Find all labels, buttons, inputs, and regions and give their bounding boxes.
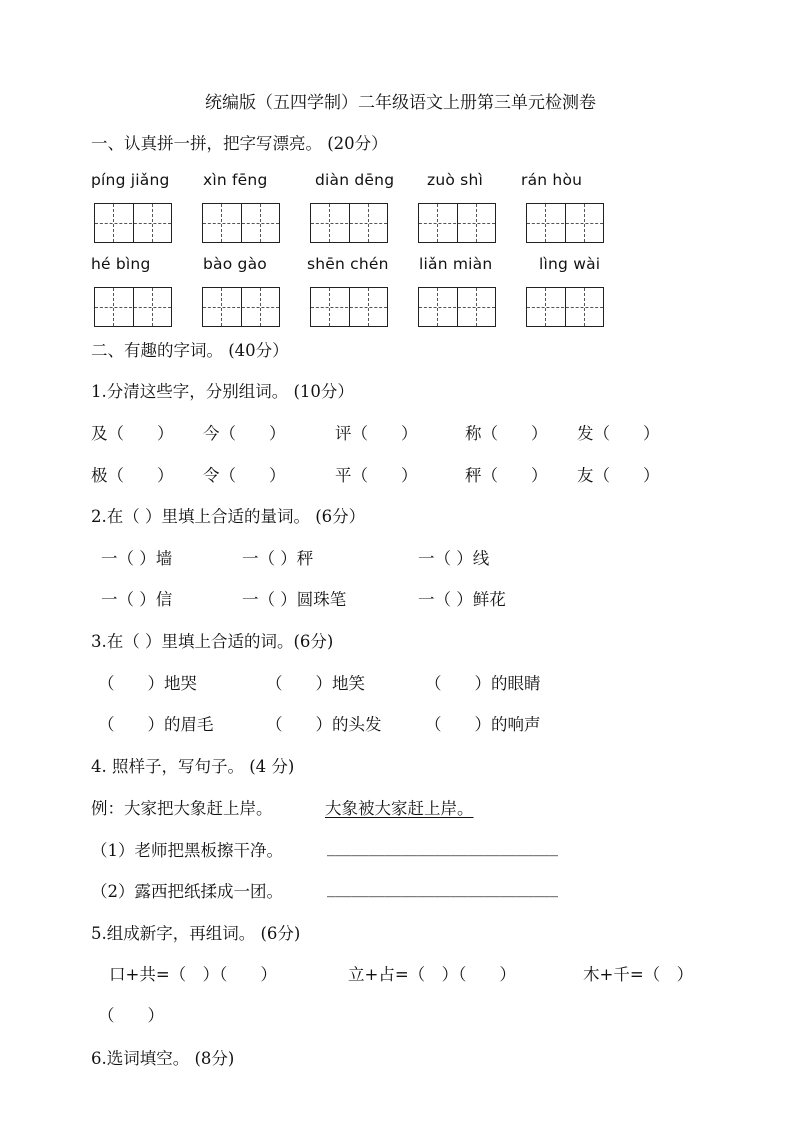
q2-title: 2.在（ ）里填上合适的量词。 (6分） bbox=[91, 507, 366, 526]
q5-item[interactable]: 口+共=（ ）（ ） bbox=[109, 965, 277, 984]
pinyin-2-5: lìng wài bbox=[539, 255, 601, 273]
q4-example-answer: 大象被大家赶上岸。 bbox=[325, 799, 474, 818]
writing-grid[interactable] bbox=[526, 203, 604, 243]
writing-grid[interactable] bbox=[202, 203, 280, 243]
q2-item[interactable]: 一（ ）鲜花 bbox=[418, 590, 506, 609]
q1-item[interactable]: 发（ ） bbox=[577, 424, 660, 443]
pinyin-1-1: píng jiǎng bbox=[91, 171, 170, 189]
q4-example-label: 例：大家把大象赶上岸。 bbox=[91, 799, 273, 818]
q3-item[interactable]: （ ）地哭 bbox=[98, 674, 197, 693]
pinyin-2-2: bào gào bbox=[203, 255, 267, 273]
writing-grid[interactable] bbox=[94, 203, 172, 243]
writing-grid[interactable] bbox=[526, 287, 604, 327]
q2-item[interactable]: 一（ ）墙 bbox=[101, 549, 173, 568]
q4-title: 4. 照样子，写句子。 (4 分) bbox=[91, 757, 295, 776]
pinyin-2-4: liǎn miàn bbox=[419, 255, 493, 273]
writing-grid[interactable] bbox=[310, 287, 388, 327]
pinyin-1-4: zuò shì bbox=[427, 171, 483, 189]
writing-grid[interactable] bbox=[310, 203, 388, 243]
q1-item[interactable]: 评（ ） bbox=[335, 424, 418, 443]
q2-item[interactable]: 一（ ）线 bbox=[418, 549, 490, 568]
q1-item[interactable]: 友（ ） bbox=[577, 466, 660, 485]
q1-item[interactable]: 极（ ） bbox=[91, 466, 174, 485]
q6-title: 6.选词填空。 (8分) bbox=[91, 1049, 235, 1068]
q1-item[interactable]: 称（ ） bbox=[465, 424, 548, 443]
q4-item1: （1）老师把黑板擦干净。 bbox=[91, 841, 283, 860]
pinyin-2-3: shēn chén bbox=[307, 255, 389, 273]
q1-item[interactable]: 令（ ） bbox=[203, 466, 286, 485]
page-title: 统编版（五四学制）二年级语文上册第三单元检测卷 bbox=[205, 93, 596, 113]
pinyin-1-3: diàn dēng bbox=[315, 171, 395, 189]
q4-item2: （2）露西把纸揉成一团。 bbox=[91, 882, 283, 901]
q1-item[interactable]: 及（ ） bbox=[91, 424, 174, 443]
q2-item[interactable]: 一（ ）信 bbox=[101, 590, 173, 609]
pinyin-1-5: rán hòu bbox=[521, 171, 583, 189]
q3-title: 3.在（ ）里填上合适的词。(6分) bbox=[91, 632, 334, 651]
q1-item[interactable]: 秤（ ） bbox=[465, 466, 548, 485]
writing-grid[interactable] bbox=[418, 203, 496, 243]
q3-item[interactable]: （ ）的头发 bbox=[266, 715, 382, 734]
q1-item[interactable]: 平（ ） bbox=[335, 466, 418, 485]
q3-item[interactable]: （ ）的眉毛 bbox=[98, 715, 214, 734]
writing-grid[interactable] bbox=[418, 287, 496, 327]
q1-item[interactable]: 今（ ） bbox=[203, 424, 286, 443]
q5-item[interactable]: 立+占=（ ）（ ） bbox=[348, 965, 516, 984]
q5-item[interactable]: （ ） bbox=[98, 1006, 164, 1025]
pinyin-2-1: hé bìng bbox=[91, 255, 151, 273]
q1-title: 1.分清这些字，分别组词。 (10分） bbox=[91, 382, 354, 401]
writing-grid[interactable] bbox=[202, 287, 280, 327]
q4-answer-blank[interactable]: ____________________________ bbox=[327, 837, 558, 856]
q2-item[interactable]: 一（ ）圆珠笔 bbox=[242, 590, 347, 609]
section1-heading: 一、认真拼一拼，把字写漂亮。 (20分） bbox=[91, 134, 388, 153]
section2-heading: 二、有趣的字词。 (40分） bbox=[91, 341, 289, 360]
q4-answer-blank[interactable]: ____________________________ bbox=[327, 878, 558, 897]
q5-item[interactable]: 木+千=（ ） bbox=[583, 965, 694, 984]
q5-title: 5.组成新字，再组词。 (6分) bbox=[91, 924, 301, 943]
q3-item[interactable]: （ ）的眼睛 bbox=[425, 674, 541, 693]
writing-grid[interactable] bbox=[94, 287, 172, 327]
q3-item[interactable]: （ ）地笑 bbox=[266, 674, 365, 693]
pinyin-1-2: xìn fēng bbox=[203, 171, 268, 189]
q3-item[interactable]: （ ）的响声 bbox=[425, 715, 541, 734]
q2-item[interactable]: 一（ ）秤 bbox=[242, 549, 314, 568]
